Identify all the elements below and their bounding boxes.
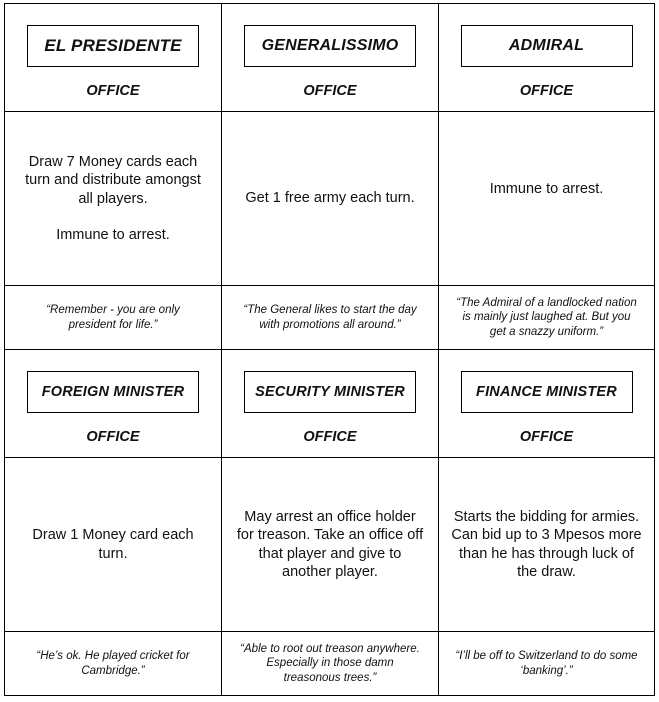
card-quote-admiral: “The Admiral of a landlocked nation is mainly just laughed at. But you get a snazzy uniform.” [439,286,654,350]
ability-text: May arrest an office holder for treason. Take an office off that player and give to another player. [236,508,424,580]
card-ability-foreign-minister [5,458,222,632]
card-type-label: OFFICE [86,429,140,445]
ability-text: Draw 7 Money cards each turn and distribute amongst all players. [25,153,201,207]
card-ability-el-presidente [5,112,222,286]
card-header-generalissimo [222,4,439,112]
card-header-security-minister [222,350,439,458]
card-header-foreign-minister [5,350,222,458]
card-quote-security-minister: “Able to root out treason anywhere. Especially in those damn treasonous trees.” [222,632,439,695]
card-header-admiral [439,4,654,112]
card-quote-generalissimo: “The General likes to start the day with promotions all around.” [222,286,439,350]
card-title: SECURITY MINISTER [244,371,416,413]
card-title: FINANCE MINISTER [461,371,633,413]
card-title: GENERALISSIMO [244,25,416,67]
card-title: EL PRESIDENTE [27,25,199,67]
card-quote-el-presidente: “Remember - you are only president for life.” [5,286,222,350]
card-type-label: OFFICE [303,429,357,445]
card-type-label: OFFICE [86,83,140,99]
card-ability-finance-minister [439,458,654,632]
ability-text: Get 1 free army each turn. [245,190,415,207]
card-ability-generalissimo [222,112,439,286]
card-header-el-presidente [5,4,222,112]
ability-text: Starts the bidding for armies. Can bid up to 3 Mpesos more than he has through luck of the draw. [451,508,642,580]
card-ability-security-minister [222,458,439,632]
card-type-label: OFFICE [519,83,574,99]
card-grid [5,4,654,695]
ability-text: Draw 1 Money card each turn. [32,527,194,562]
card-quote-finance-minister: “I’ll be off to Switzerland to do some ‘banking’.” [455,650,638,677]
card-type-label: OFFICE [303,83,357,99]
card-title: ADMIRAL [461,25,633,67]
ability-text: Immune to arrest. [56,227,170,243]
card-sheet [4,3,655,696]
card-type-label: OFFICE [519,429,574,445]
card-title: FOREIGN MINISTER [27,371,199,413]
card-quote-foreign-minister: “He’s ok. He played cricket for Cambridge.” [5,632,222,695]
card-header-finance-minister [439,350,654,458]
card-ability-admiral [439,112,654,286]
ability-text: Immune to arrest. [489,181,604,197]
